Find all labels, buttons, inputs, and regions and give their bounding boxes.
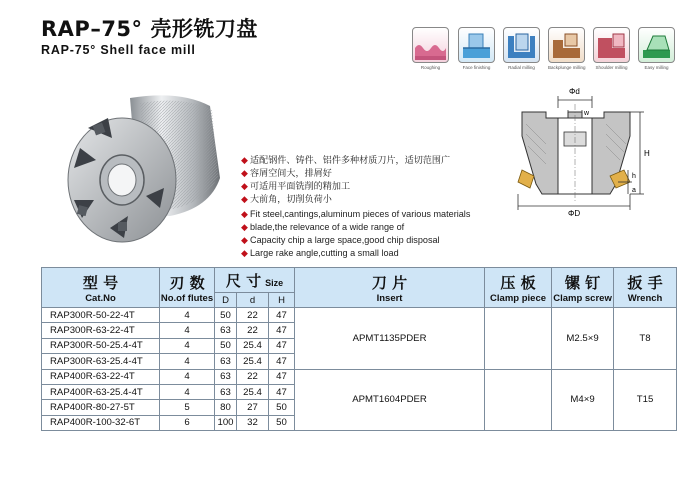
list-item: ◆ Large rake angle,cutting a small load bbox=[241, 248, 399, 258]
page-subtitle: RAP-75° Shell face mill bbox=[41, 43, 196, 57]
list-item: ◆ Capacity chip a large space,good chip disposal bbox=[241, 235, 440, 245]
spec-table bbox=[41, 267, 663, 464]
wrench-cell: T8 bbox=[614, 308, 677, 370]
list-item: ◆ 可适用平面铣削的精加工 bbox=[241, 181, 351, 191]
drawing-label-d: Φd bbox=[569, 87, 580, 96]
table-row: RAP400R-100-32-6T 6 100 32 50 bbox=[42, 415, 677, 430]
list-item: ◆ Fit steel,cantings,aluminum pieces of various materials bbox=[241, 209, 471, 219]
backplunge-milling-icon: Backplunge milling bbox=[548, 27, 585, 73]
drawing-label-D: ΦD bbox=[568, 209, 581, 218]
shell-mill-product-image bbox=[60, 88, 235, 258]
technical-drawing bbox=[506, 84, 686, 232]
col-header-H: H bbox=[269, 293, 295, 308]
table-row: RAP300R-50-25.4-4T 4 50 25.4 47 bbox=[42, 338, 677, 353]
machining-type-icons bbox=[412, 27, 682, 73]
col-header-clamp: 压 板 Clamp piece bbox=[485, 268, 552, 308]
insert-cell: APMT1604PDER bbox=[295, 369, 485, 431]
face-finishing-icon: Face finishing bbox=[458, 27, 495, 73]
insert-cell: APMT1135PDER bbox=[295, 308, 485, 370]
easy-milling-icon: Easy milling bbox=[638, 27, 675, 73]
list-item: ◆ 大前角，切削负荷小 bbox=[241, 194, 332, 204]
clamp-cell bbox=[485, 369, 552, 431]
screw-cell: M4×9 bbox=[552, 369, 614, 431]
col-header-insert: 刀 片 Insert bbox=[295, 268, 485, 308]
list-item: ◆ 适配钢件、铸件、铝件多种材质刀片，适切范围广 bbox=[241, 155, 451, 165]
col-header-D: D bbox=[215, 293, 237, 308]
drawing-label-a: a bbox=[632, 187, 636, 194]
table-row: RAP300R-63-25.4-4T 4 63 25.4 47 bbox=[42, 354, 677, 369]
col-header-size: 尺 寸 Size bbox=[215, 268, 295, 293]
radial-milling-icon: Radial milling bbox=[503, 27, 540, 73]
col-header-cat: 型 号 Cat.No bbox=[42, 268, 160, 308]
wrench-cell: T15 bbox=[614, 369, 677, 431]
list-item: ◆ blade,the relevance of a wide range of bbox=[241, 222, 405, 232]
screw-cell: M2.5×9 bbox=[552, 308, 614, 370]
table-row: RAP300R-63-22-4T 4 63 22 47 bbox=[42, 323, 677, 338]
drawing-label-w: w bbox=[584, 110, 590, 117]
page-title: RAP–75° 壳形铣刀盘 bbox=[41, 17, 258, 41]
shoulder-milling-icon: Shoulder milling bbox=[593, 27, 630, 73]
table-row: RAP300R-50-22-4T 4 50 22 47 APMT1135PDER M2.5×9 T8 bbox=[42, 308, 677, 323]
clamp-cell bbox=[485, 308, 552, 370]
col-header-wrench: 扳 手 Wrench bbox=[614, 268, 677, 308]
table-row: RAP400R-63-25.4-4T 4 63 25.4 47 bbox=[42, 384, 677, 399]
drawing-label-h: h bbox=[632, 173, 636, 180]
col-header-flutes: 刃 数 No.of flutes bbox=[160, 268, 215, 308]
col-header-screw: 镙 钉 Clamp screw bbox=[552, 268, 614, 308]
drawing-label-H: H bbox=[644, 149, 650, 158]
table-row: RAP400R-80-27-5T 5 80 27 50 bbox=[42, 400, 677, 415]
col-header-d: d bbox=[237, 293, 269, 308]
table-row: RAP400R-63-22-4T 4 63 22 47 APMT1604PDER M4×9 T15 bbox=[42, 369, 677, 384]
feature-list bbox=[240, 154, 502, 260]
roughing-icon: Roughing bbox=[412, 27, 449, 73]
list-item: ◆ 容屑空间大，排屑好 bbox=[241, 168, 332, 178]
